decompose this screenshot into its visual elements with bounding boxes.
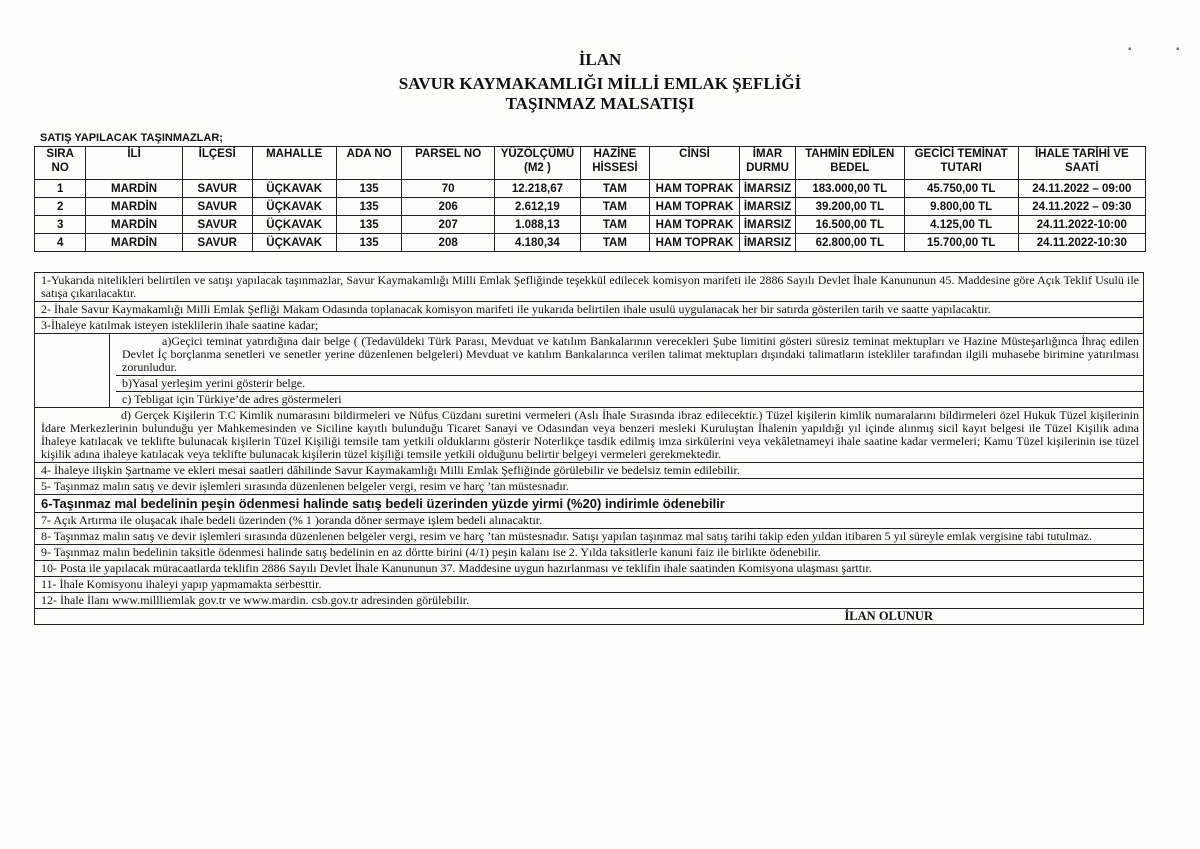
col-header: HAZİNE HİSSESİ — [581, 147, 650, 180]
col-header: TAHMİN EDİLEN BEDEL — [795, 147, 904, 180]
table-cell: 24.11.2022-10:30 — [1018, 234, 1145, 252]
table-cell: 3 — [35, 216, 86, 234]
table-cell: MARDİN — [86, 198, 182, 216]
table-cell: 4.125,00 TL — [904, 216, 1018, 234]
table-cell: İMARSIZ — [740, 198, 796, 216]
table-cell: HAM TOPRAK — [649, 180, 739, 198]
table-cell: SAVUR — [182, 234, 252, 252]
term-6: 6-Taşınmaz mal bedelinin peşin ödenmesi halinde satış bedeli üzerinden yüzde yirmi (%20) indirimle ödenebilir — [35, 495, 1143, 513]
property-table — [34, 146, 1146, 252]
table-cell: ÜÇKAVAK — [252, 198, 336, 216]
table-cell: SAVUR — [182, 180, 252, 198]
col-header: GECİCİ TEMİNAT TUTARI — [904, 147, 1018, 180]
heading-ilan: İLAN — [578, 50, 622, 69]
heading-sale: TAŞINMAZ MALSATIŞI — [505, 94, 695, 113]
col-header: İMAR DURMU — [740, 147, 796, 180]
table-cell: TAM — [581, 216, 650, 234]
table-cell: 1.088,13 — [494, 216, 580, 234]
table-cell: MARDİN — [86, 180, 182, 198]
table-cell: İMARSIZ — [740, 180, 796, 198]
term-10: 10- Posta ile yapılacak müracaatlarda teklifin 2886 Sayılı Devlet İhale Kanununun 37. Maddesine uygun hazırlanması ve teklifin ihale saatinden Komisyona ulaşması şarttır. — [35, 561, 1143, 577]
table-cell: 4.180,34 — [494, 234, 580, 252]
col-header: ADA NO — [336, 147, 402, 180]
table-cell: 24.11.2022 – 09:30 — [1018, 198, 1145, 216]
term-4: 4- İhaleye ilişkin Şartname ve ekleri mesai saatleri dâhilinde Savur Kaymakamlığı Milli Emlak Şefliğinde görülebilir ve bedelsiz temin edilebilir. — [35, 463, 1143, 479]
table-cell: 70 — [402, 180, 494, 198]
table-cell: MARDİN — [86, 234, 182, 252]
table-cell: 62.800,00 TL — [795, 234, 904, 252]
table-cell: HAM TOPRAK — [649, 198, 739, 216]
table-row — [35, 234, 1146, 252]
terms-box — [34, 272, 1144, 625]
table-cell: 9.800,00 TL — [904, 198, 1018, 216]
term-5: 5- Taşınmaz malın satış ve devir işlemleri sırasında düzenlenen belgeler vergi, resim ve harç ’tan müstesnadır. — [35, 479, 1143, 495]
term-7: 7- Açık Artırma ile oluşacak ihale bedeli üzerinden (% 1 )oranda döner sermaye işlem bedeli alınacaktır. — [35, 513, 1143, 529]
col-header: SIRA NO — [35, 147, 86, 180]
term-3a: a)Geçici teminat yatırdığına dair belge ( (Tedavüldeki Türk Parası, Mevduat ve katılım Bankalarının verecekleri Şube limitini gösteri süresiz teminat mektupları ve Hazine Müsteşarlığınca İhraç edilen Devlet İç borçlanma senetleri ve senetler yerine düzenlenen belgeleri) Mevduat ve katılım Bankalarınca verilen talimat mektupları dışındaki talimatların istekliler tarafından ilgili muhasebe birimine yatırılması zorunludur. — [116, 334, 1143, 376]
scan-mark: ▪ — [1176, 44, 1180, 55]
table-cell: 24.11.2022 – 09:00 — [1018, 180, 1145, 198]
term-3d: d) Gerçek Kişilerin T.C Kimlik numarasını bildirmeleri ve Nüfus Cüzdanı suretini vermeleri (Aslı İhale Sırasında ibraz edilecektir.) Tüzel kişilerin kimlik numaralarını bildirmeleri özel Hukuk Tüzel kişilerinin İdare Merkezlerinin bulunduğu yer Mahkemesinden ve Siciline kayıtlı bulunduğu Ticaret Sanayi ve Odasından veya benzeri mesleki Kuruluştan İhalenin yapıldığı yıl içinde alınmış sicil kayıt belgesi ile Tüzel Kişilik adına İhaleye katılacak ve teklifte bulunacak kişilerin Tüzel Kişiliği temsile tam yetkili olduklarını gösterir Noterlikçe tasdik edilmiş imza sirkülerini veya vekâletnameyi ihale saatine kadar vermeleri; Kamu Tüzel kişilerinin ise tüzel kişilik adına ihaleye katılacak veya teklifte bulunacak kişilerin tüzel kişiliği temsile yetkili olduğunu belirtir belgeyi vermeleri gerekmektedir. — [35, 408, 1143, 463]
term-8: 8- Taşınmaz malın satış ve devir işlemleri sırasında düzenlenen belgeler vergi, resim ve harç ’tan müstesnadır. Satışı yapılan taşınmaz mal satış tarihi takip eden yıldan itibaren 5 yıl süreyle emlak vergisine tabi tutulmaz. — [35, 529, 1143, 545]
table-cell: SAVUR — [182, 198, 252, 216]
table-cell: HAM TOPRAK — [649, 216, 739, 234]
table-cell: 2.612,19 — [494, 198, 580, 216]
table-cell: 135 — [336, 198, 402, 216]
table-cell: TAM — [581, 198, 650, 216]
table-cell: 135 — [336, 216, 402, 234]
table-cell: 208 — [402, 234, 494, 252]
term-3: 3-İhaleye katılmak isteyen isteklilerin ihale saatine kadar; — [35, 318, 1143, 334]
scan-mark: ▪ — [1128, 44, 1132, 55]
term-11: 11- İhale Komisyonu ihaleyi yapıp yapmamakta serbesttir. — [35, 577, 1143, 593]
table-cell: ÜÇKAVAK — [252, 234, 336, 252]
table-cell: 15.700,00 TL — [904, 234, 1018, 252]
table-cell: 206 — [402, 198, 494, 216]
table-row — [35, 216, 1146, 234]
col-header: MAHALLE — [252, 147, 336, 180]
section-title: SATIŞ YAPILACAK TAŞINMAZLAR; — [40, 132, 223, 144]
col-header: YÜZÖLÇÜMÜ (M2 ) — [494, 147, 580, 180]
table-cell: TAM — [581, 234, 650, 252]
table-row — [35, 180, 1146, 198]
term-3-subitems — [35, 334, 1143, 408]
table-cell: HAM TOPRAK — [649, 234, 739, 252]
col-header: İHALE TARİHİ VE SAATİ — [1018, 147, 1145, 180]
table-cell: 45.750,00 TL — [904, 180, 1018, 198]
table-cell: MARDİN — [86, 216, 182, 234]
col-header: PARSEL NO — [402, 147, 494, 180]
table-cell: 16.500,00 TL — [795, 216, 904, 234]
table-cell: 24.11.2022-10:00 — [1018, 216, 1145, 234]
col-header: CİNSİ — [649, 147, 739, 180]
table-cell: 12.218,67 — [494, 180, 580, 198]
term-1: 1-Yukarıda nitelikleri belirtilen ve satışı yapılacak taşınmazlar, Savur Kaymakamlığı Milli Emlak Şefliğinde teşekkül edilecek komisyon marifeti ile 2886 Sayılı Devlet İhale Kanununun 45. Maddesine göre Açık Teklif Usulü ile satışa çıkarılacaktır. — [35, 273, 1143, 302]
term-3-sublist — [109, 334, 1143, 407]
table-cell: 135 — [336, 180, 402, 198]
table-header-row — [35, 147, 1146, 180]
table-cell: 135 — [336, 234, 402, 252]
term-2: 2- İhale Savur Kaymakamlığı Milli Emlak Şefliği Makam Odasında toplanacak komisyon marifeti ile yukarıda belirtilen ihale usulü uygulanacak her bir satırda gösterilen tarih ve saatte yapılacaktır. — [35, 302, 1143, 318]
term-12: 12- İhale İlanı www.millliemlak gov.tr ve www.mardin. csb.gov.tr adresinden görülebilir. — [35, 593, 1143, 609]
table-cell: 207 — [402, 216, 494, 234]
table-cell: 2 — [35, 198, 86, 216]
table-cell: TAM — [581, 180, 650, 198]
closing-text: İLAN OLUNUR — [844, 609, 933, 623]
table-cell: İMARSIZ — [740, 234, 796, 252]
table-cell: İMARSIZ — [740, 216, 796, 234]
heading-institution: SAVUR KAYMAKAMLIĞI MİLLİ EMLAK ŞEFLİĞİ — [398, 74, 802, 93]
table-cell: 39.200,00 TL — [795, 198, 904, 216]
table-cell: 1 — [35, 180, 86, 198]
term-9: 9- Taşınmaz malın bedelinin taksitle ödenmesi halinde satış bedelinin en az dörtte birini (4/1) peşin kalanı ise 2. Yılda taksitlerle kanuni faiz ile birlikte ödenebilir. — [35, 545, 1143, 561]
table-cell: ÜÇKAVAK — [252, 180, 336, 198]
table-cell: ÜÇKAVAK — [252, 216, 336, 234]
col-header: İLÇESİ — [182, 147, 252, 180]
term-3b: b)Yasal yerleşim yerini gösterir belge. — [116, 376, 1143, 392]
term-3c: c) Tebligat için Türkiye’de adres göstermeleri — [122, 392, 342, 406]
table-cell: 4 — [35, 234, 86, 252]
col-header: İLİ — [86, 147, 182, 180]
table-row — [35, 198, 1146, 216]
table-cell: 183.000,00 TL — [795, 180, 904, 198]
table-cell: SAVUR — [182, 216, 252, 234]
table-body — [35, 180, 1146, 252]
